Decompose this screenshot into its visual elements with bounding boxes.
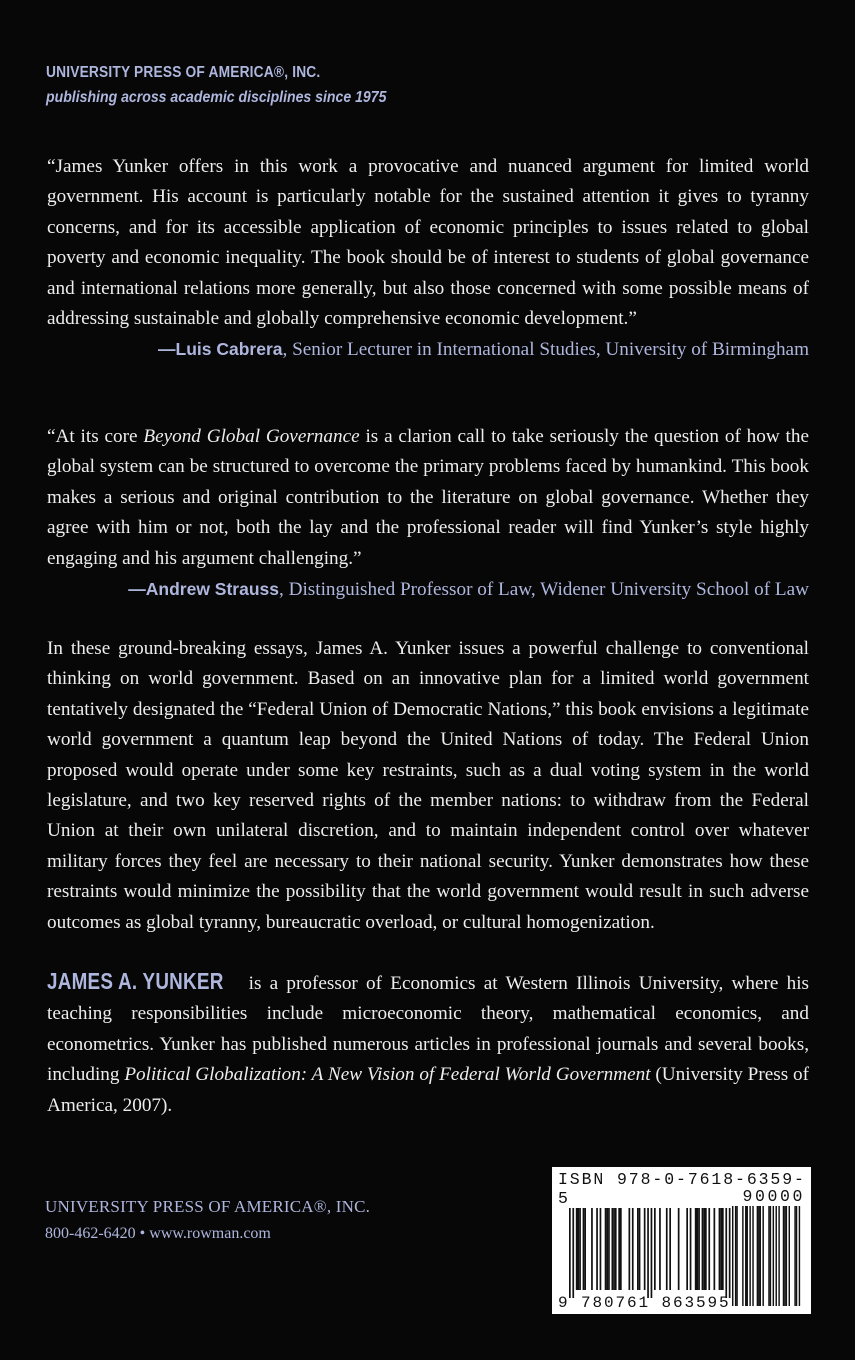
barcode-bar bbox=[605, 1208, 607, 1290]
attribution-dash: — bbox=[158, 339, 176, 360]
addon-bar bbox=[786, 1206, 787, 1306]
barcode-bar bbox=[686, 1208, 688, 1290]
author-bio bbox=[47, 966, 809, 1121]
endorsement-attribution bbox=[47, 334, 809, 365]
barcode-bar bbox=[654, 1208, 656, 1290]
addon-bar bbox=[773, 1206, 774, 1306]
barcode-bar bbox=[666, 1208, 668, 1290]
addon-bar bbox=[760, 1206, 761, 1306]
addon-bar bbox=[776, 1206, 777, 1306]
barcode-bar bbox=[596, 1208, 598, 1290]
addon-bar bbox=[762, 1206, 763, 1306]
barcode-bar bbox=[698, 1208, 700, 1290]
author-name: JAMES A. YUNKER bbox=[47, 968, 224, 994]
barcode-bar bbox=[725, 1208, 727, 1298]
attribution-dash: — bbox=[128, 579, 146, 600]
barcode-bar bbox=[600, 1208, 602, 1290]
barcode-bar bbox=[729, 1208, 731, 1298]
barcode-bar bbox=[576, 1208, 578, 1290]
addon-bar bbox=[752, 1206, 753, 1306]
bio-text-after: (University Press of America, 2007). bbox=[47, 1064, 809, 1116]
footer-contact: 800-462-6420 • www.rowman.com bbox=[45, 1225, 271, 1242]
barcode-bar bbox=[702, 1208, 704, 1290]
barcode-bar bbox=[569, 1208, 571, 1298]
barcode-bar bbox=[591, 1208, 593, 1290]
addon-bar bbox=[783, 1206, 784, 1306]
publisher-footer bbox=[45, 1197, 370, 1243]
barcode-bar bbox=[620, 1208, 622, 1290]
price-code: 90000 bbox=[742, 1187, 805, 1206]
barcode-bar bbox=[606, 1208, 608, 1290]
addon-bar bbox=[758, 1206, 759, 1306]
barcode-bar bbox=[637, 1208, 639, 1290]
isbn-barcode bbox=[552, 1167, 811, 1314]
barcode-bar bbox=[618, 1208, 620, 1290]
addon-bar bbox=[799, 1206, 800, 1306]
barcode-bar bbox=[695, 1208, 697, 1290]
barcode-bar bbox=[583, 1208, 585, 1290]
barcode-bar bbox=[644, 1208, 646, 1290]
isbn-label: ISBN 978-0-7618-6359-5 bbox=[558, 1170, 806, 1208]
barcode-bar bbox=[659, 1208, 661, 1290]
barcode-bar bbox=[578, 1208, 580, 1290]
barcode-bar bbox=[629, 1208, 631, 1290]
endorser-affiliation: , Senior Lecturer in International Studies, University of Birmingham bbox=[282, 339, 809, 361]
addon-bar bbox=[736, 1206, 737, 1306]
endorsement-strauss bbox=[47, 422, 809, 605]
barcode-bar bbox=[678, 1208, 680, 1290]
quote-book-title: Beyond Global Governance bbox=[143, 426, 360, 447]
addon-bar bbox=[749, 1206, 750, 1306]
quote-text-open: “At its core bbox=[47, 426, 144, 447]
addon-bar bbox=[735, 1206, 736, 1306]
barcode-bar bbox=[572, 1208, 574, 1298]
quote-text-rest: is a clarion call to take seriously the question of how the global system can be structured to overcome the primary problems faced by humankind. This book makes a serious and original contribution to the literature on global governance. Whether they agree with him or not, both the lay and the professional reader will find Yunker’s style highly engaging and his argument challenging.” bbox=[47, 426, 809, 569]
barcode-bar bbox=[719, 1208, 721, 1290]
addon-bar bbox=[768, 1206, 769, 1306]
footer-publisher-name: UNIVERSITY PRESS OF AMERICA®, INC. bbox=[45, 1197, 371, 1216]
addon-bar bbox=[794, 1206, 795, 1306]
barcode-bar bbox=[705, 1208, 707, 1290]
barcode-bar bbox=[708, 1208, 710, 1290]
addon-bar bbox=[742, 1206, 743, 1306]
barcode-bars bbox=[552, 1167, 811, 1314]
addon-bar bbox=[784, 1206, 785, 1306]
addon-bar bbox=[747, 1206, 748, 1306]
barcode-bar bbox=[690, 1208, 692, 1290]
addon-bar bbox=[745, 1206, 746, 1306]
addon-bar bbox=[778, 1206, 779, 1306]
barcode-bar bbox=[647, 1208, 649, 1298]
publisher-tagline: publishing across academic disciplines since 1975 bbox=[46, 89, 387, 106]
barcode-bar bbox=[579, 1208, 581, 1290]
endorsement-cabrera bbox=[47, 152, 809, 366]
bio-book-title: Political Globalization: A New Vision of Federal World Government bbox=[124, 1064, 651, 1086]
barcode-bar bbox=[615, 1208, 617, 1290]
barcode-bar bbox=[669, 1208, 671, 1290]
barcode-bar bbox=[722, 1208, 724, 1290]
barcode-bar bbox=[714, 1208, 716, 1290]
endorser-name: Luis Cabrera bbox=[175, 339, 283, 360]
endorsement-quote: “James Yunker offers in this work a provocative and nuanced argument for limited world government. His account is particularly notable for the sustained attention it gives to tyranny concerns, and for its accessible application of economic principles to issues related to global poverty and economic inequality. The book should be of interest to students of global governance and international relations more generally, but also those concerned with some possible means of addressing sustainable and globally comprehensive economic development.” bbox=[47, 156, 809, 330]
addon-bar bbox=[796, 1206, 797, 1306]
barcode-bar bbox=[612, 1208, 614, 1290]
ean-digits: 9 780761 863595 bbox=[558, 1294, 731, 1312]
barcode-bar bbox=[584, 1208, 586, 1290]
barcode-bar bbox=[608, 1208, 610, 1290]
barcode-bar bbox=[651, 1208, 653, 1298]
barcode-bar bbox=[639, 1208, 641, 1290]
endorser-affiliation: , Distinguished Professor of Law, Widener University School of Law bbox=[279, 579, 809, 601]
barcode-bar bbox=[697, 1208, 699, 1290]
endorser-name: Andrew Strauss bbox=[145, 579, 279, 600]
endorsement-quote bbox=[47, 422, 809, 574]
barcode-bar bbox=[720, 1208, 722, 1290]
addon-bar bbox=[732, 1206, 733, 1306]
barcode-bar bbox=[613, 1208, 615, 1290]
bio-text-before: is a professor of Economics at Western Illinois University, where his teaching responsibilities include microeconomic theory, mathematical economics, and econometrics. Yunker has published numerous articles in professional journals and several books, including bbox=[47, 973, 809, 1086]
barcode-bar bbox=[703, 1208, 705, 1290]
barcode-bar bbox=[632, 1208, 634, 1290]
book-description: In these ground-breaking essays, James A. Yunker issues a powerful challenge to conventional thinking on world government. Based on an innovative plan for a limited world government tentatively designated the “Federal Union of Democratic Nations,” this book envisions a legitimate world government a quantum leap beyond the United Nations of today. The Federal Union proposed would operate under some key restraints, such as a dual voting system in the world legislature, and two key reserved rights of the member nations: to withdraw from the Federal Union at their own unilateral discretion, and to maintain independent control over whatever military forces they feel are necessary to their national security. Yunker demonstrates how these restraints would minimize the possibility that the world government would result in such adverse outcomes as global tyranny, bureaucratic overload, or cultural homogenization. bbox=[47, 638, 809, 933]
publisher-header bbox=[46, 64, 433, 107]
addon-bar bbox=[770, 1206, 771, 1306]
endorsement-attribution bbox=[47, 574, 809, 605]
publisher-name: UNIVERSITY PRESS OF AMERICA®, INC. bbox=[46, 64, 321, 81]
addon-bar bbox=[757, 1206, 758, 1306]
addon-bar bbox=[789, 1206, 790, 1306]
